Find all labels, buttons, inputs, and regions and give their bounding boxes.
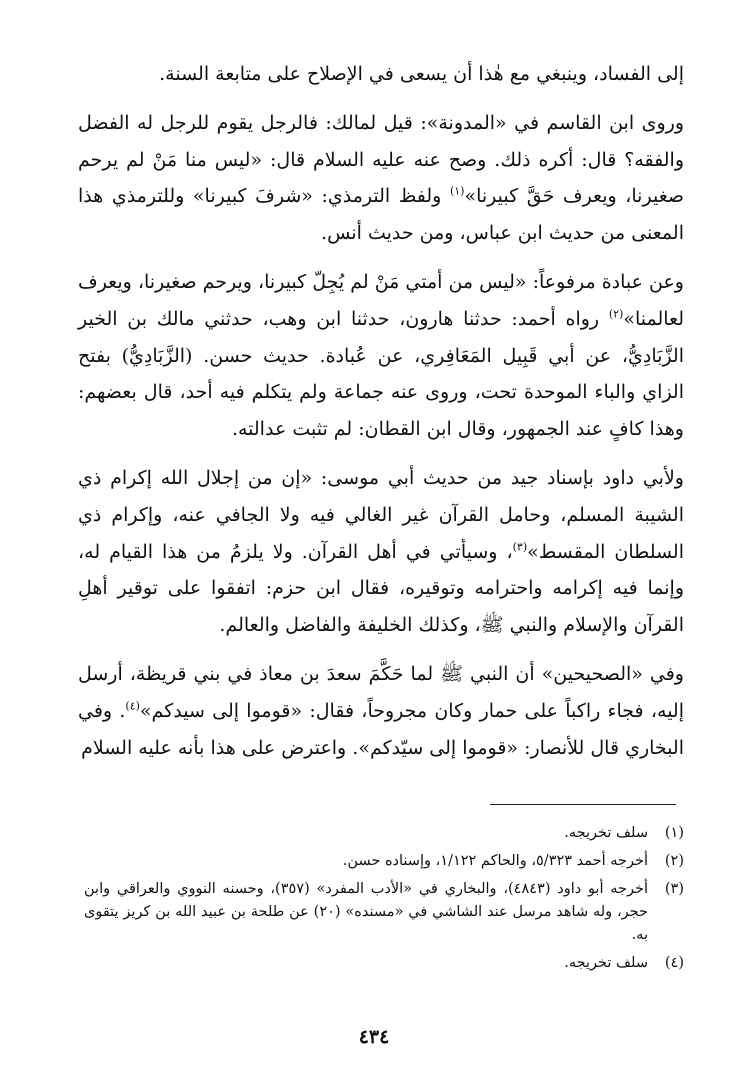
footnote-2 xyxy=(84,850,684,873)
paragraph-text: ، وسيأتي في أهل القرآن. ولا يلزمُ من هذا القيام له، وإنما فيه إكرامه واحترامه وتوقيره، فقال ابن حزم: اتفقوا على توقير أهلِ القرآن والإسلام والنبي ﷺ، وكذلك الخليفة والفاضل والعالم. xyxy=(78,540,684,637)
footnote-text: أخرجه أبو داود (٤٨٤٣)، والبخاري في «الأدب المفرد» (٣٥٧)، وحسنه النووي والعراقي وابن حجر، وله شاهد مرسل عند الشاشي في «مسنده» (٢٠) عن طلحة بن عبيد الله بن كريز يتقوى به. xyxy=(84,881,648,943)
footnote-number: (٤) xyxy=(664,955,684,971)
paragraph-2 xyxy=(78,105,684,252)
footnote-number: (١) xyxy=(664,825,684,841)
footnote-number: (٢) xyxy=(664,853,684,869)
footnote-text: أخرجه أحمد ٥/٣٢٣، والحاكم ١/١٢٢، وإسناده حسن. xyxy=(342,853,648,869)
paragraph-text: وعن عبادة مرفوعاً: «ليس من أمتي مَنْ لم يُجِلّ كبيرنا، ويرحم صغيرنا، ويعرف لعالمنا» xyxy=(78,270,684,330)
footnote-ref: (٤) xyxy=(125,699,140,713)
footnote-1 xyxy=(84,822,684,845)
footnote-4 xyxy=(84,952,684,975)
page-number: ٤٣٤ xyxy=(358,1026,390,1048)
footnotes xyxy=(84,822,684,980)
footnote-divider xyxy=(490,804,676,805)
paragraph-text: ولفظ الترمذي: «شرفَ كبيرنا» وللترمذي هذا المعنى من حديث ابن عباس، ومن حديث أنس. xyxy=(78,185,684,245)
footnote-3 xyxy=(84,878,684,947)
paragraph-text: وفي «الصحيحين» أن النبي ﷺ لما حَكَّمَ سعدَ بن معاذ في بني قريظة، أرسل إليه، فجاء راكباً على حمار وكان مجروحاً، فقال: «قوموا إلى سيدكم» xyxy=(78,662,684,722)
paragraph-text: إلى الفساد، وينبغي مع هٰذا أن يسعى في الإصلاح على متابعة السنة. xyxy=(159,63,684,85)
paragraph-text: وروى ابن القاسم في «المدونة»: قيل لمالك: فالرجل يقوم للرجل له الفضل والفقه؟ قال: أكره ذلك. وصح عنه عليه السلام قال: «ليس منا مَنْ لم يرحم صغيرنا، ويعرف حَقَّ كبيرنا» xyxy=(78,111,684,208)
paragraph-text: رواه أحمد: حدثنا هارون، حدثنا ابن وهب، حدثني مالك بن الخير الزَّبَادِيُّ، عن أبي قَبِيل المَعَافِري، عن عُبادة. حديث حسن. (الزَّبَادِيُّ) بفتح الزاي والباء الموحدة تحت، وروى عنه جماعة ولم يتكلم فيه أحد، قال بعضهم: وهذا كافٍ عند الجمهور، وقال ابن القطان: لم تثبت عدالته. xyxy=(78,307,684,441)
paragraph-4 xyxy=(78,460,684,644)
paragraph-text: ولأبي داود بإسناد جيد من حديث أبي موسى: «إن من إجلال الله إكرام ذي الشيبة المسلم، وحامل القرآن غير الغالي فيه ولا الجافي عنه، وإكرام ذي السلطان المقسط» xyxy=(78,466,685,563)
footnote-ref: (٢) xyxy=(608,307,624,321)
paragraph-text: . وفي البخاري قال للأنصار: «قوموا إلى سيّدكم». واعترض على هذا بأنه عليه السلام xyxy=(78,699,684,759)
paragraph-5 xyxy=(78,656,684,766)
footnote-text: سلف تخريجه. xyxy=(564,825,648,841)
footnote-ref: (١) xyxy=(449,185,465,199)
footnote-number: (٣) xyxy=(664,881,684,897)
paragraph-3 xyxy=(78,264,684,448)
main-text xyxy=(78,56,684,778)
footnote-text: سلف تخريجه. xyxy=(564,955,648,971)
footnote-ref: (٣) xyxy=(512,540,528,554)
paragraph-1 xyxy=(78,56,684,93)
